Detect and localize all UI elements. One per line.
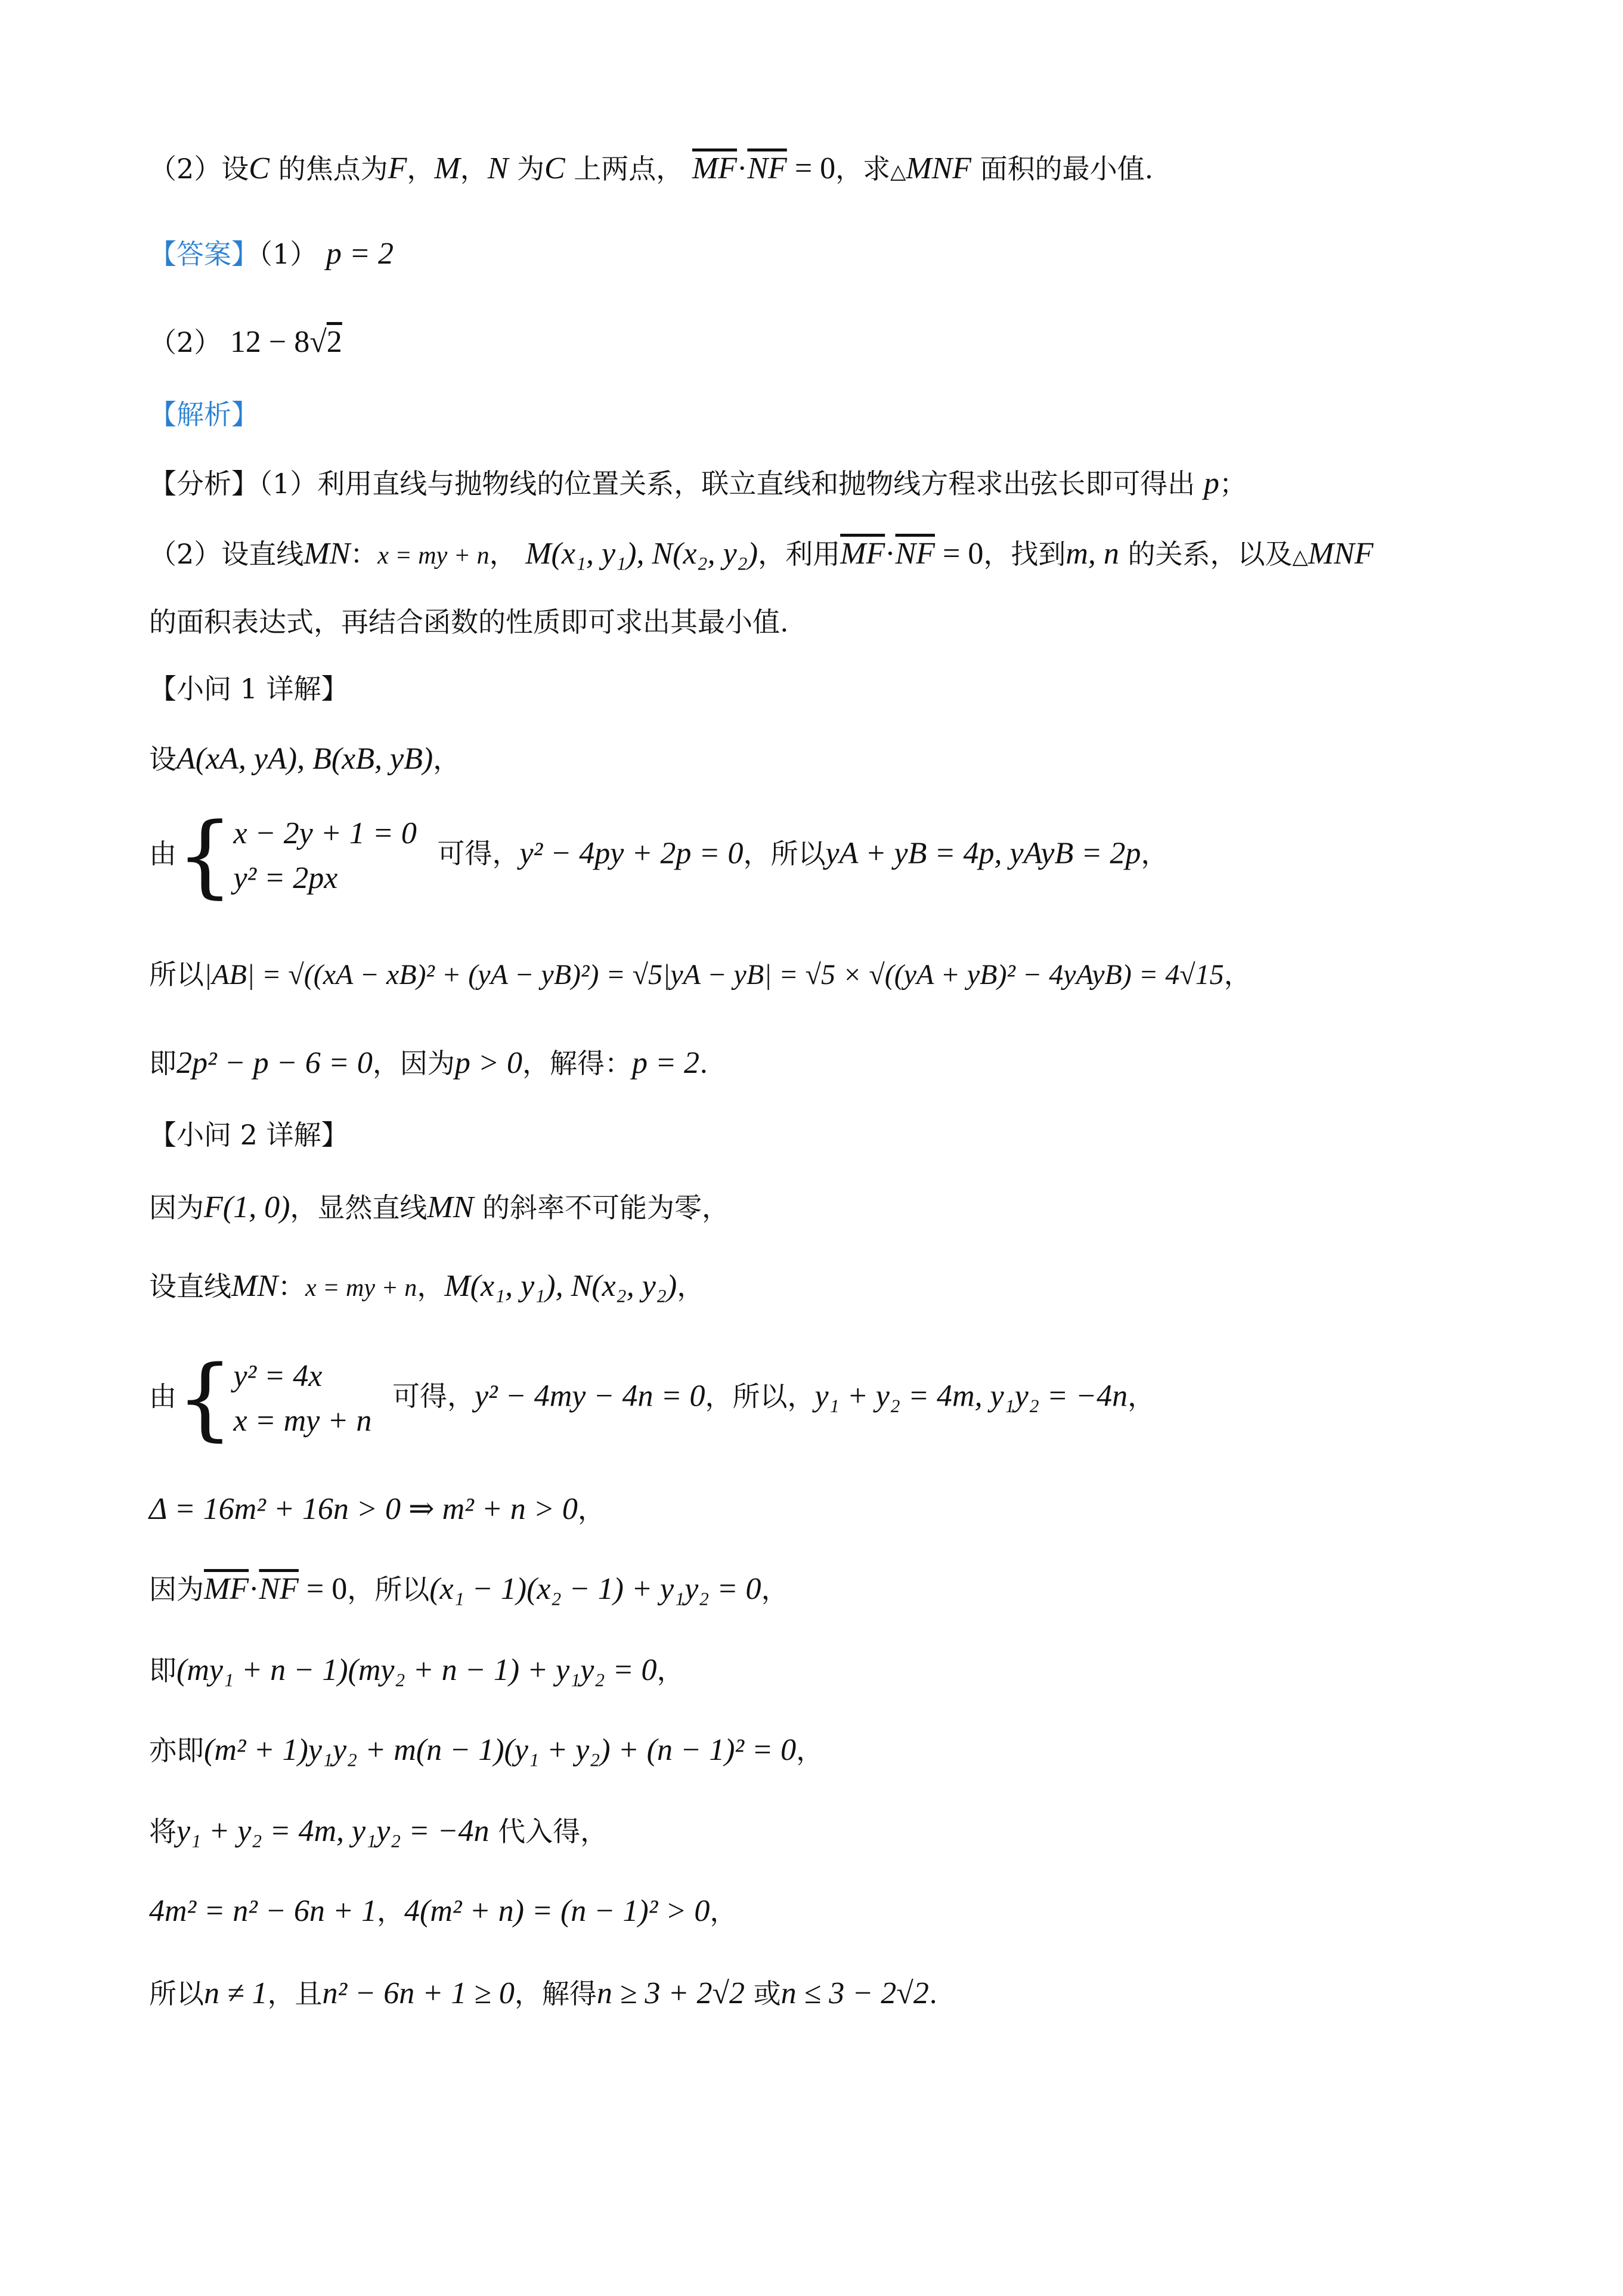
vector-nf: $\overline{NF}$ — [259, 1572, 299, 1606]
math-expr: x = my + n — [305, 1274, 417, 1302]
analysis-line-3 — [149, 606, 1504, 639]
math-var: MNF — [1308, 537, 1374, 571]
text: ， — [417, 1270, 445, 1302]
math-op: · — [249, 1572, 259, 1606]
text: 因为 — [149, 1192, 204, 1224]
text: ； — [1219, 468, 1247, 500]
math-expr: (x₁ − 1)(x₂ − 1) + y₁y₂ = 0 — [429, 1572, 761, 1606]
text: 所以 — [149, 1978, 204, 2010]
text: 由 — [149, 837, 176, 870]
math-expr: (my₁ + n − 1)(my₂ + n − 1) + y₁y₂ = 0 — [176, 1653, 657, 1687]
brace-symbol: { — [176, 1347, 234, 1451]
text: ，求 — [835, 153, 891, 185]
solution-2-line-1 — [149, 1189, 1504, 1226]
analysis-line-2 — [149, 536, 1504, 573]
answer-part-2 — [149, 324, 1504, 361]
vector-nf: $\overline{NF}$ — [747, 151, 787, 185]
text: ，解得 — [514, 1978, 597, 2010]
math-expr: 2 — [326, 325, 342, 359]
text: ， — [407, 153, 435, 185]
math-var: C — [249, 151, 270, 185]
text: ， — [460, 153, 488, 185]
text: 即 — [149, 1654, 176, 1687]
math-var: p — [1203, 466, 1219, 500]
math-expr: m, n — [1066, 537, 1119, 571]
answer-tag: 【答案】 — [149, 238, 259, 270]
text: ， — [377, 1895, 405, 1927]
math-expr: x = my + n — [233, 1404, 372, 1438]
text: ： — [350, 538, 378, 570]
text: 由 — [149, 1380, 176, 1413]
solution-2-line-10 — [149, 1975, 1504, 2012]
text: 可得， — [437, 837, 520, 870]
answer-part-1 — [149, 236, 1504, 273]
text: . — [928, 1978, 938, 2010]
text: ， — [1141, 837, 1169, 870]
triangle-symbol: △ — [890, 160, 906, 184]
text: 设 — [149, 743, 176, 775]
text: ， — [677, 1270, 705, 1302]
text: ，找到 — [983, 538, 1066, 570]
text: 【小问 2 详解】 — [149, 1119, 349, 1151]
math-expr: n ≤ 3 − 2√2 — [780, 1976, 929, 2010]
text: ，因为 — [372, 1047, 455, 1079]
solution-2-line-4 — [149, 1491, 1504, 1528]
math-expr: yA + yB = 4p, yAyB = 2p — [825, 836, 1141, 871]
solution-2-line-6 — [149, 1652, 1504, 1689]
text: （1） — [259, 238, 318, 270]
math-expr: M(x₁, y₁), N(x₂, y₂) — [444, 1269, 677, 1303]
text: ： — [278, 1270, 305, 1302]
text: ， — [656, 1654, 684, 1687]
text: （2）设直线 — [149, 538, 304, 570]
text: 可得， — [392, 1380, 475, 1413]
equation-system — [233, 811, 416, 901]
math-op: · — [737, 151, 748, 185]
math-expr: 2p² − p − 6 = 0 — [176, 1046, 373, 1080]
text: 的焦点为 — [269, 153, 388, 185]
text: 或 — [745, 1978, 781, 2010]
vector-mf: $\overline{MF}$ — [692, 151, 738, 185]
text: 将 — [149, 1815, 176, 1848]
math-expr: = 0 — [786, 151, 836, 185]
question-part-2 — [149, 150, 1504, 187]
text: （1）利用直线与抛物线的位置关系，联立直线和抛物线方程求出弦长即可得出 — [259, 468, 1195, 500]
math-var: MN — [231, 1269, 278, 1303]
math-expr: 4(m² + n) = (n − 1)² > 0 — [404, 1894, 710, 1928]
text: . — [699, 1047, 708, 1079]
text: ，所以 — [743, 837, 826, 870]
sqrt-symbol: √ — [309, 325, 327, 359]
math-var: C — [544, 151, 565, 185]
math-expr: y² = 2px — [233, 861, 338, 896]
math-expr: M(x₁, y₁), N(x₂, y₂) — [525, 537, 758, 571]
triangle-symbol: △ — [1292, 545, 1308, 569]
text: ， — [1128, 1380, 1156, 1413]
text: （2）设 — [149, 153, 249, 185]
text: ，解得： — [522, 1047, 632, 1079]
text: ， — [489, 538, 517, 570]
math-var: M — [434, 151, 460, 185]
math-expr: y² − 4my − 4n = 0 — [474, 1379, 705, 1413]
math-expr: y² − 4py + 2p = 0 — [519, 836, 744, 871]
solution-2-line-8 — [149, 1813, 1504, 1850]
solution-2-line-7 — [149, 1732, 1504, 1769]
vector-mf: $\overline{MF}$ — [204, 1572, 249, 1606]
text: 代入得， — [489, 1815, 608, 1848]
math-expr: 12 − 8 — [230, 325, 310, 359]
text: 上两点， — [565, 153, 684, 185]
solution-1-line-1 — [149, 741, 1504, 778]
text: ，利用 — [758, 538, 841, 570]
text: 因为 — [149, 1573, 204, 1605]
analysis-tag: 【解析】 — [149, 398, 259, 431]
analysis-heading — [149, 398, 1504, 431]
math-expr: n² − 6n + 1 ≥ 0 — [322, 1976, 515, 2010]
solution-1-line-2 — [149, 804, 1504, 908]
text: 即 — [149, 1047, 176, 1079]
math-expr: n ≥ 3 + 2√2 — [596, 1976, 745, 2010]
math-expr: y₁ + y₂ = 4m, y₁y₂ = −4n — [176, 1814, 490, 1848]
text: ，显然直线 — [290, 1192, 428, 1224]
equation-system — [233, 1354, 371, 1444]
math-var: F — [388, 151, 407, 185]
math-expr: 4m² = n² − 6n + 1 — [149, 1894, 377, 1928]
text: 为 — [508, 153, 544, 185]
text: 【小问 1 详解】 — [149, 673, 349, 705]
solution-2-line-3 — [149, 1347, 1504, 1451]
math-expr: F(1, 0) — [204, 1190, 290, 1224]
text: ，所以， — [705, 1380, 815, 1413]
text: ，且 — [267, 1978, 323, 2010]
text: ， — [1224, 958, 1252, 991]
analysis-line-1 — [149, 465, 1504, 502]
analysis-label: 【分析】 — [149, 468, 259, 500]
math-op: · — [885, 537, 896, 571]
math-expr: n ≠ 1 — [204, 1976, 268, 2010]
math-expr: |AB| = √((xA − xB)² + (yA − yB)²) = √5|yA − yB| = √5 × √((yA + yB)² − 4yAyB) = 4√15 — [204, 959, 1224, 991]
text: 的面积表达式，再结合函数的性质即可求出其最小值. — [149, 606, 789, 638]
text: 的斜率不可能为零， — [473, 1192, 730, 1224]
text: 面积的最小值. — [971, 153, 1154, 185]
math-expr: A(xA, yA), B(xB, yB) — [176, 742, 433, 776]
text: ， — [710, 1895, 738, 1927]
math-expr: Δ = 16m² + 16n > 0 ⇒ m² + n > 0 — [149, 1492, 578, 1526]
vector-nf: $\overline{NF}$ — [895, 537, 935, 571]
math-expr: = 0 — [935, 537, 984, 571]
solution-2-line-9 — [149, 1893, 1504, 1930]
text: （2） — [149, 326, 222, 358]
text: ， — [796, 1734, 824, 1766]
text: 设直线 — [149, 1270, 231, 1302]
solution-1-line-3 — [149, 958, 1504, 992]
vector-mf: $\overline{MF}$ — [840, 537, 885, 571]
math-expr: y₁ + y₂ = 4m, y₁y₂ = −4n — [814, 1379, 1128, 1413]
text: ， — [433, 743, 461, 775]
math-expr: p > 0 — [454, 1046, 522, 1080]
math-expr: = 0 — [298, 1572, 348, 1606]
math-expr: x − 2y + 1 = 0 — [233, 816, 417, 850]
math-expr: y² = 4x — [233, 1359, 323, 1393]
math-var: MN — [427, 1190, 474, 1224]
text: 所以 — [149, 958, 204, 991]
math-expr: x = my + n — [377, 542, 490, 570]
math-var: N — [487, 151, 509, 185]
math-expr: p = 2 — [326, 237, 394, 271]
text: ， — [761, 1573, 789, 1605]
text: 亦即 — [149, 1734, 204, 1766]
math-var: MNF — [906, 151, 972, 185]
solution-2-line-5 — [149, 1571, 1504, 1608]
text: ，所以 — [347, 1573, 430, 1605]
solution-1-line-4 — [149, 1045, 1504, 1082]
subquestion-2-heading — [149, 1119, 1504, 1152]
brace-symbol: { — [176, 804, 234, 908]
math-expr: (m² + 1)y₁y₂ + m(n − 1)(y₁ + y₂) + (n − 1)² = 0 — [204, 1733, 797, 1767]
solution-2-line-2 — [149, 1268, 1504, 1305]
subquestion-1-heading — [149, 673, 1504, 705]
math-var: MN — [303, 537, 351, 571]
text: 的关系，以及 — [1119, 538, 1293, 570]
text: ， — [577, 1493, 605, 1525]
math-expr: p = 2 — [631, 1046, 700, 1080]
